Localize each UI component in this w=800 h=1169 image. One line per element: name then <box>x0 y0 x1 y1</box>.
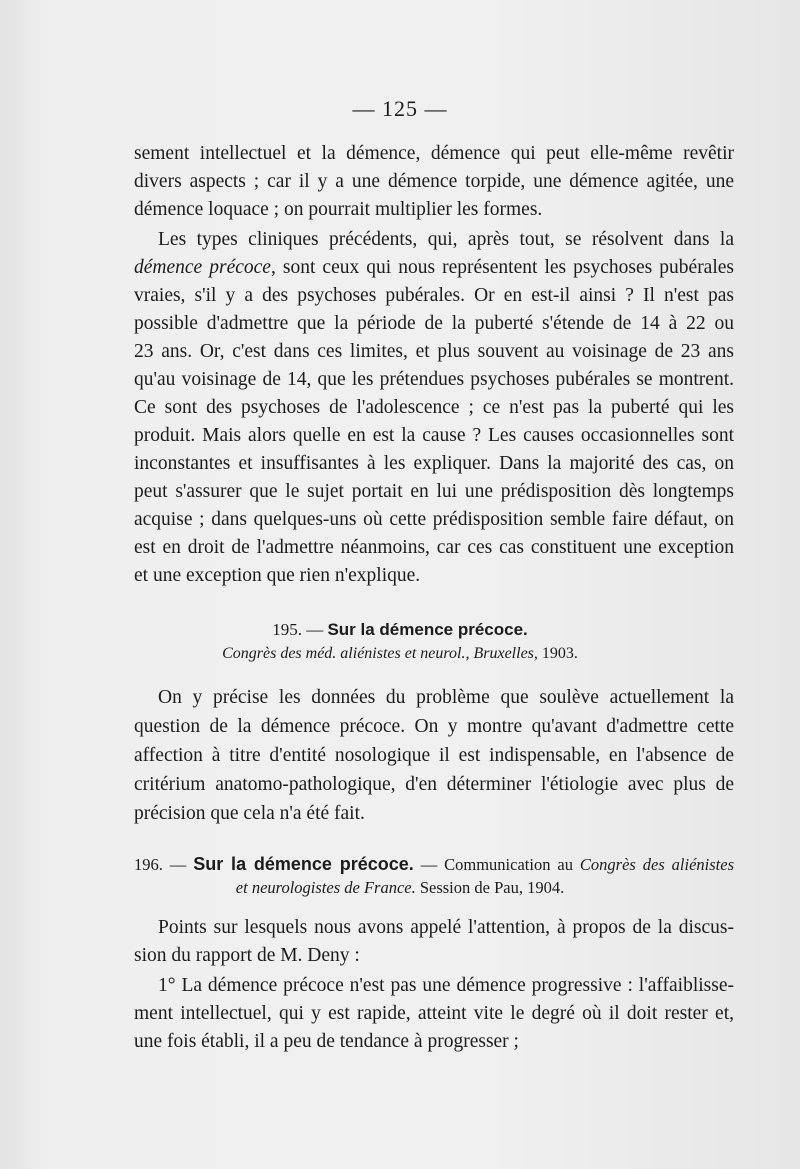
section-subline-italic: et neurologistes de France. <box>235 878 416 897</box>
section-title: Sur la démence précoce. <box>193 854 414 874</box>
section-title: Sur la démence précoce. <box>327 620 528 639</box>
text-span: , sont ceux qui nous représentent les psychoses pubérales <box>270 257 734 278</box>
text-line: produit. Mais alors quelle en est la cause ? Les causes occasionnelles sont <box>134 425 734 446</box>
italic-term: démence précoce <box>134 257 271 278</box>
text-line: divers aspects ; car il y a une démence torpide, une démence agitée, une <box>134 171 734 192</box>
text-line: précision que cela n'a été fait. <box>134 803 365 824</box>
text-line: et une exception que rien n'explique. <box>134 565 421 586</box>
text-line: affection à titre d'entité nosologique il est indispensable, en l'absence de <box>134 745 734 766</box>
text-line: démence loquace ; on pourrait multiplier les formes. <box>134 199 543 220</box>
section-congres: Congrès des aliénistes <box>579 855 735 874</box>
text-line: vraies, s'il y a des psychoses pubérales. Or en est-il ainsi ? Il n'est pas <box>134 285 734 306</box>
section-196-subline <box>0 877 800 899</box>
section-dash: — Communication au <box>420 855 573 874</box>
text-line: sement intellectuel et la démence, démence qui peut elle-même revêtir <box>134 143 734 164</box>
text-line: sion du rapport de M. Deny : <box>134 945 360 966</box>
page-number: — 125 — <box>352 96 448 121</box>
text-line: possible d'admettre que la période de la puberté s'étende de 14 à 22 ou <box>134 313 734 334</box>
text-line: peut s'assurer que le sujet portait en lui une prédisposition dès longtemps <box>134 481 734 502</box>
text-line: Points sur lesquels nous avons appelé l'attention, à propos de la discus- <box>158 917 734 938</box>
text-line: Ce sont des psychoses de l'adolescence ; ce n'est pas la puberté qui les <box>134 397 734 418</box>
text-line: inconstantes et insuffisantes à les expliquer. Dans la majorité des cas, on <box>134 453 734 474</box>
text-line: 23 ans. Or, c'est dans ces limites, et plus souvent au voisinage de 23 ans <box>134 341 734 362</box>
text-line <box>134 254 734 282</box>
text-line: On y précise les données du problème que soulève actuellement la <box>158 687 734 708</box>
text-line: critérium anatomo-pathologique, d'en déterminer l'étiologie avec plus de <box>134 774 734 795</box>
citation-year: 1903. <box>541 645 578 662</box>
text-line: qu'au voisinage de 14, que les prétendues psychoses pubérales se montrent. <box>134 369 734 390</box>
section-number: 196. — <box>134 855 187 874</box>
section-number: 195. — <box>272 620 324 639</box>
section-195-citation <box>0 643 800 665</box>
text-line: Les types cliniques précédents, qui, après tout, se résolvent dans la <box>158 229 734 250</box>
text-line: 1° La démence précoce n'est pas une démence progressive : l'affaiblisse- <box>158 975 734 996</box>
text-line: acquise ; dans quelques-uns où cette prédisposition semble faire défaut, on <box>134 509 734 530</box>
citation-text: Congrès des méd. aliénistes et neurol., Bruxelles, <box>222 645 538 662</box>
section-195-heading <box>0 618 800 642</box>
text-line: ment intellectuel, qui y est rapide, atteint vite le degré où il doit rester et, <box>134 1003 734 1024</box>
section-subline-rest: Session de Pau, 1904. <box>419 878 565 897</box>
section-196-heading <box>134 852 734 877</box>
text-line: question de la démence précoce. On y montre qu'avant d'admettre cette <box>134 716 734 737</box>
text-line: est en droit de l'admettre néanmoins, car ces cas constituent une exception <box>134 537 734 558</box>
text-line: une fois établi, il a peu de tendance à progresser ; <box>134 1031 519 1052</box>
